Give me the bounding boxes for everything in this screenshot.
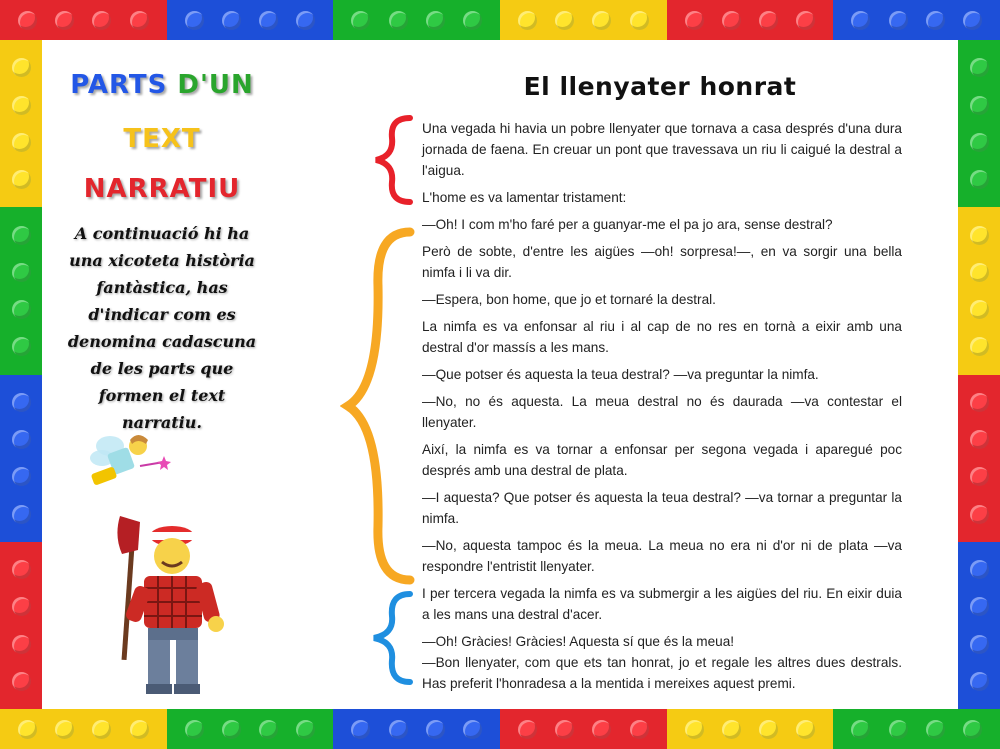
lego-stud <box>12 560 31 579</box>
lego-stud <box>970 96 989 115</box>
lego-stud <box>851 11 870 30</box>
story-paragraph-4: Però de sobte, d'entre les aigües —oh! sorpresa!—, en va sorgir una bella nimfa i li va dir. <box>422 244 902 280</box>
lego-stud <box>970 170 989 189</box>
lego-stud <box>12 672 31 691</box>
story-paragraph-3: —Oh! I com m'ho faré per a guanyar-me el pa jo ara, sense destral? <box>422 217 833 232</box>
lego-stud <box>463 720 482 739</box>
lego-fairy-image <box>80 428 172 500</box>
lego-stud <box>970 430 989 449</box>
lego-brick <box>0 375 42 542</box>
lego-stud <box>970 58 989 77</box>
lego-stud <box>796 11 815 30</box>
lego-stud <box>389 11 408 30</box>
lego-stud <box>12 635 31 654</box>
lego-stud <box>55 720 74 739</box>
lego-brick <box>0 542 42 709</box>
lego-stud <box>92 720 111 739</box>
lego-stud <box>592 11 611 30</box>
lego-stud <box>12 597 31 616</box>
lego-stud <box>185 720 204 739</box>
lego-border-top <box>0 0 1000 40</box>
lego-brick <box>0 709 167 749</box>
story-paragraph-10: —I aquesta? Que potser és aquesta la teua destral? —va tornar a preguntar la nimfa. <box>422 490 902 526</box>
lego-brick <box>167 709 334 749</box>
story-paragraph-7: —Que potser és aquesta la teua destral? —va preguntar la nimfa. <box>422 367 819 382</box>
title-word-parts: PARTS <box>70 70 168 100</box>
title-word-narratiu: NARRATIU <box>83 174 241 204</box>
story-title: El llenyater honrat <box>523 72 797 101</box>
story-paragraph-6: La nimfa es va enfonsar al riu i al cap de no res en tornà a eixir amb una destral d'or massís a les mans. <box>422 319 902 355</box>
lego-stud <box>222 720 241 739</box>
lego-stud <box>18 720 37 739</box>
lego-stud <box>970 672 989 691</box>
lego-stud <box>55 11 74 30</box>
lego-stud <box>970 263 989 282</box>
story-paragraph-11: —No, aquesta tampoc és la meua. La meua no era ni d'or ni de plata —va respondre l'entristit llenyater. <box>422 538 902 574</box>
lego-stud <box>12 300 31 319</box>
lego-stud <box>970 505 989 524</box>
lego-brick <box>958 542 1000 709</box>
lego-stud <box>722 720 741 739</box>
lego-brick <box>0 207 42 374</box>
lego-lumberjack-image <box>112 516 224 700</box>
lego-stud <box>796 720 815 739</box>
lego-stud <box>685 720 704 739</box>
lego-stud <box>12 263 31 282</box>
lego-brick <box>958 40 1000 207</box>
lego-stud <box>970 597 989 616</box>
lego-brick <box>833 709 1000 749</box>
lego-stud <box>555 720 574 739</box>
lego-stud <box>963 11 982 30</box>
lego-stud <box>518 11 537 30</box>
lego-brick <box>667 709 834 749</box>
lego-stud <box>630 720 649 739</box>
story-paragraph-8: —No, no és aquesta. La meua destral no és daurada —va contestar el llenyater. <box>422 394 902 430</box>
lego-stud <box>351 720 370 739</box>
lego-stud <box>970 635 989 654</box>
worksheet-title-line-2 <box>62 124 262 154</box>
lego-stud <box>630 11 649 30</box>
lego-brick <box>958 375 1000 542</box>
title-word-dun: D'UN <box>177 70 254 100</box>
instructions-text: A continuació hi ha una xicoteta història fantàstica, has d'indicar com es denomina cadascuna de les parts que formen el text narratiu. <box>67 224 257 432</box>
worksheet-title-line-3 <box>62 174 262 204</box>
lego-stud <box>12 226 31 245</box>
lego-stud <box>518 720 537 739</box>
lego-stud <box>12 337 31 356</box>
lego-stud <box>92 11 111 30</box>
lego-brick <box>958 207 1000 374</box>
lego-stud <box>296 11 315 30</box>
lego-stud <box>970 300 989 319</box>
title-word-text: TEXT <box>123 124 201 154</box>
lego-stud <box>759 11 778 30</box>
lego-stud <box>222 11 241 30</box>
worksheet-title-line-1 <box>62 70 262 100</box>
lego-stud <box>889 720 908 739</box>
lego-brick <box>0 40 42 207</box>
lego-stud <box>351 11 370 30</box>
story-paragraph-9: Així, la nimfa es va tornar a enfonsar per segona vegada i aparegué poc després amb una destral de plata. <box>422 442 902 478</box>
lego-stud <box>759 720 778 739</box>
lego-stud <box>463 11 482 30</box>
story-paragraph-13: —Oh! Gràcies! Gràcies! Aquesta sí que és la meua! <box>422 634 735 649</box>
lego-stud <box>259 11 278 30</box>
lego-stud <box>555 11 574 30</box>
lego-stud <box>12 505 31 524</box>
brace-development <box>340 226 416 586</box>
lego-stud <box>970 133 989 152</box>
lego-stud <box>970 560 989 579</box>
lego-stud <box>722 11 741 30</box>
lego-stud <box>963 720 982 739</box>
lego-border-left <box>0 40 42 709</box>
lego-stud <box>926 11 945 30</box>
lego-stud <box>685 11 704 30</box>
lego-stud <box>18 11 37 30</box>
lego-brick <box>0 0 167 40</box>
lego-stud <box>12 133 31 152</box>
lego-border-right <box>958 40 1000 709</box>
story-paragraph-12: I per tercera vegada la nimfa es va submergir a les aigües del riu. En eixir duia a les mans una destral d'acer. <box>422 586 902 622</box>
story-paragraph-2: L'home es va lamentar tristament: <box>422 190 627 205</box>
lego-stud <box>970 393 989 412</box>
story-paragraph-14: —Bon llenyater, com que ets tan honrat, jo et regale les altres dues destrals. Has preferit l'honradesa a la mentida i mereixes aquest premi. <box>422 655 902 691</box>
lego-stud <box>970 467 989 486</box>
lego-stud <box>592 720 611 739</box>
lego-stud <box>426 11 445 30</box>
lego-stud <box>389 720 408 739</box>
lego-brick <box>667 0 834 40</box>
lego-stud <box>12 58 31 77</box>
lego-brick <box>500 709 667 749</box>
lego-stud <box>130 720 149 739</box>
lego-stud <box>12 96 31 115</box>
story-paragraph-5: —Espera, bon home, que jo et tornaré la destral. <box>422 292 716 307</box>
lego-brick <box>833 0 1000 40</box>
lego-border-bottom <box>0 709 1000 749</box>
lego-stud <box>851 720 870 739</box>
lego-brick <box>500 0 667 40</box>
lego-stud <box>130 11 149 30</box>
lego-stud <box>12 467 31 486</box>
story-paragraph-1: Una vegada hi havia un pobre llenyater que tornava a casa després d'una dura jornada de faena. En creuar un pont que travessava un riu li caigué la destral a l'aigua. <box>422 121 902 178</box>
brace-introduction <box>370 114 416 206</box>
lego-stud <box>259 720 278 739</box>
lego-brick <box>333 709 500 749</box>
lego-stud <box>889 11 908 30</box>
lego-stud <box>970 226 989 245</box>
story-body <box>422 118 902 694</box>
lego-stud <box>926 720 945 739</box>
lego-brick <box>333 0 500 40</box>
brace-ending <box>368 590 416 686</box>
lego-brick <box>167 0 334 40</box>
lego-stud <box>12 393 31 412</box>
lego-stud <box>296 720 315 739</box>
lego-stud <box>12 170 31 189</box>
lego-stud <box>12 430 31 449</box>
lego-stud <box>426 720 445 739</box>
lego-stud <box>185 11 204 30</box>
lego-stud <box>970 337 989 356</box>
